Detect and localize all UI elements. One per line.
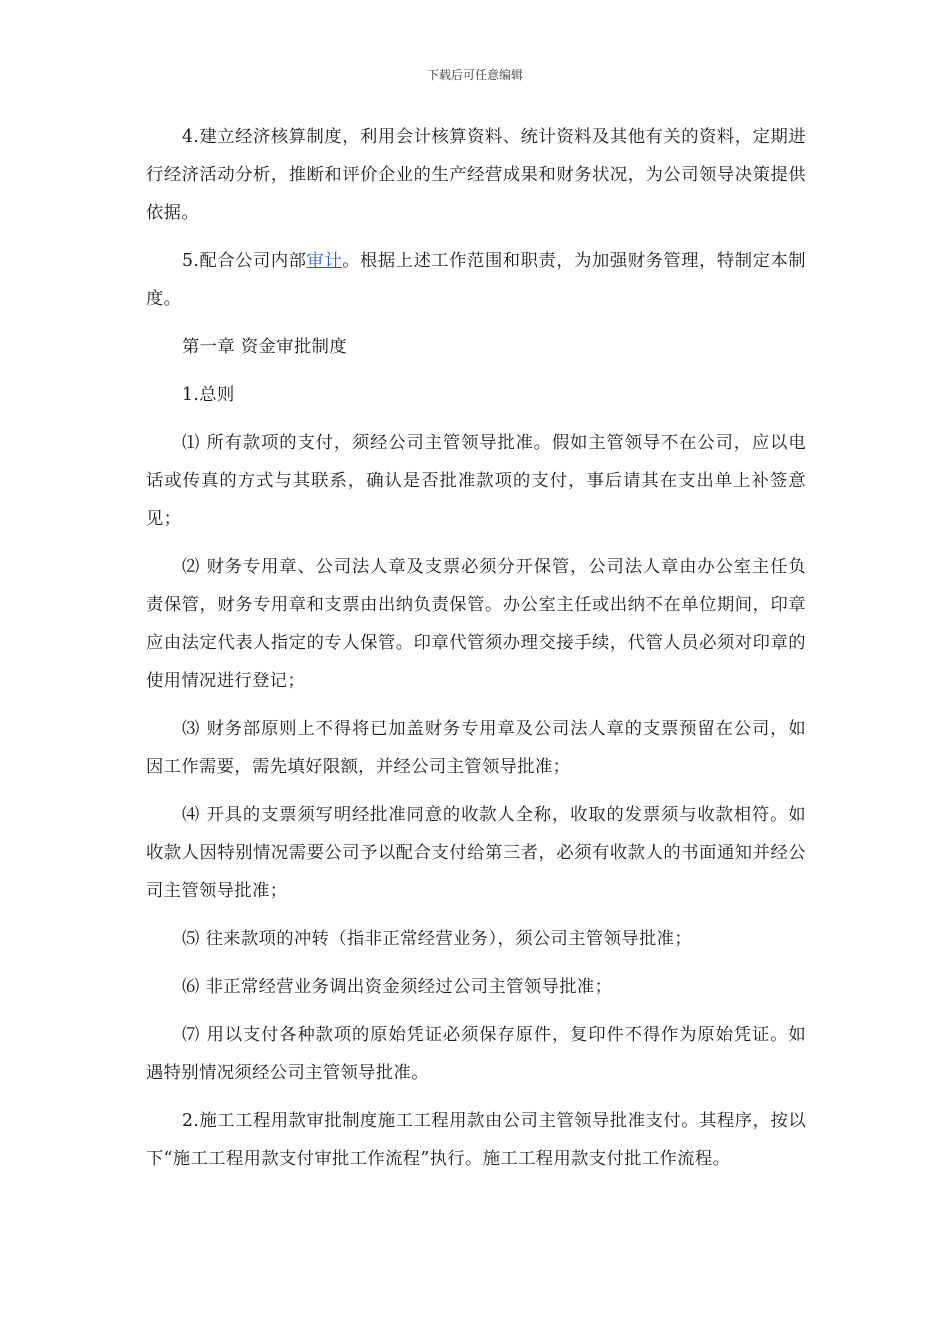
rule-item-3: ⑶ 财务部原则上不得将已加盖财务专用章及公司法人章的支票预留在公司，如因工作需要，需先填好限额，并经公司主管领导批准； <box>146 719 806 777</box>
rule-item-7: ⑺ 用以支付各种款项的原始凭证必须保存原件，复印件不得作为原始凭证。如遇特别情况须经公司主管领导批准。 <box>146 1025 806 1083</box>
rule-item-6: ⑹ 非正常经营业务调出资金须经过公司主管领导批准； <box>182 977 613 997</box>
paragraph-text: 5.配合公司内部 <box>182 251 307 271</box>
rule-item-4: ⑷ 开具的支票须写明经批准同意的收款人全称，收取的发票须与收款相符。如收款人因特别情况需要公司予以配合支付给第三者，必须有收款人的书面通知并经公司主管领导批准； <box>146 805 806 901</box>
paragraph-text: 。根据上述工作范围和职责，为加强财务管理，特制定本制度。 <box>146 251 806 309</box>
chapter-heading: 第一章 资金审批制度 <box>182 337 348 357</box>
rule-item-2: ⑵ 财务专用章、公司法人章及支票必须分开保管，公司法人章由办公室主任负责保管，财务专用章和支票由出纳负责保管。办公室主任或出纳不在单位期间，印章应由法定代表人指定的专人保管。印章代管须办理交接手续，代管人员必须对印章的使用情况进行登记； <box>146 557 806 691</box>
page-header: 下载后可任意编辑 <box>426 68 523 82</box>
paragraph-internal-audit <box>146 242 806 318</box>
audit-link[interactable]: 审计 <box>306 251 343 271</box>
rule-item-1: ⑴ 所有款项的支付，须经公司主管领导批准。假如主管领导不在公司，应以电话或传真的方式与其联系，确认是否批准款项的支付，事后请其在支出单上补签意见； <box>146 433 806 529</box>
section-heading: 1.总则 <box>182 385 235 405</box>
rule-item-5: ⑸ 往来款项的冲转（指非正常经营业务），须公司主管领导批准； <box>182 929 693 949</box>
paragraph-construction-approval: 2.施工工程用款审批制度施工工程用款由公司主管领导批准支付。其程序，按以下“施工工程用款支付审批工作流程”执行。施工工程用款支付批工作流程。 <box>146 1111 806 1169</box>
document-body <box>146 118 806 1188</box>
paragraph-economic-accounting: 4.建立经济核算制度，利用会计核算资料、统计资料及其他有关的资料，定期进行经济活动分析，推断和评价企业的生产经营成果和财务状况，为公司领导决策提供依据。 <box>146 127 806 223</box>
